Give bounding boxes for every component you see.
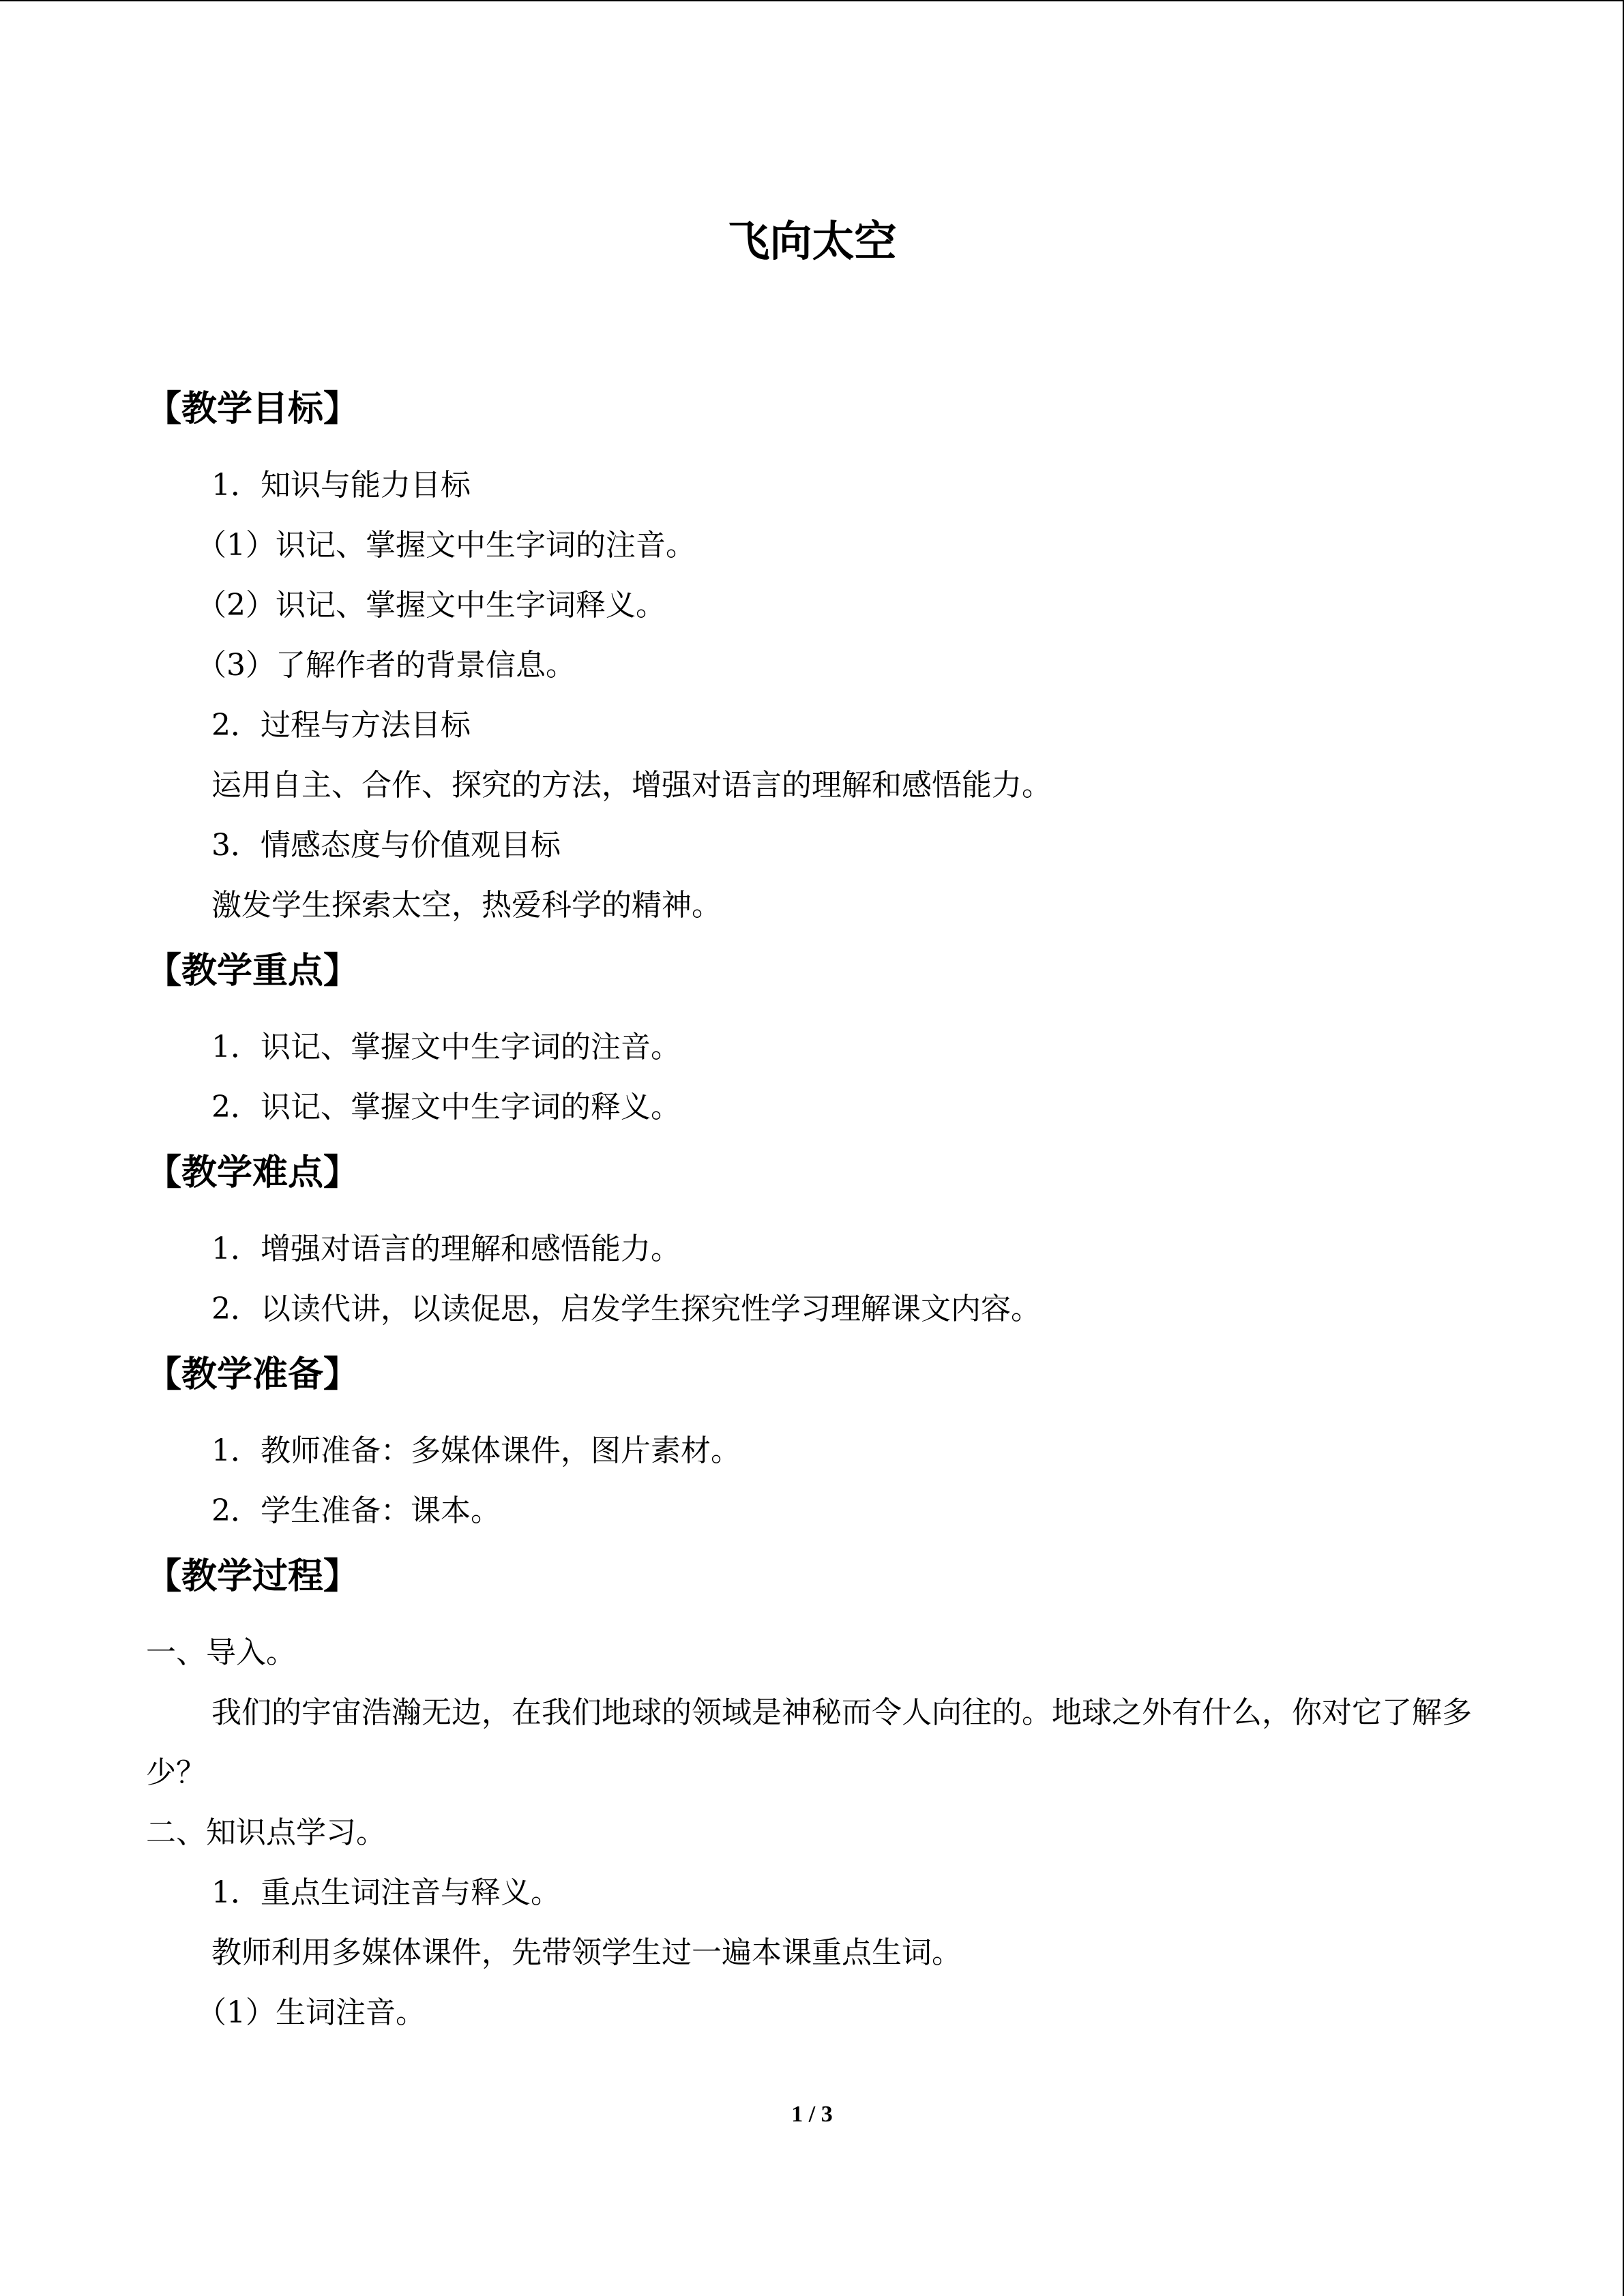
document-body [146,383,1476,2043]
preparation-line: 2．学生准备：课本。 [211,1493,501,1528]
process-line: 1．重点生词注音与释义。 [211,1875,561,1910]
difficulty-line: 2．以读代讲，以读促思，启发学生探究性学习理解课文内容。 [211,1292,1041,1326]
objective-line: 1．知识与能力目标 [211,468,471,503]
process-line: 二、知识点学习。 [146,1815,386,1850]
objective-line: 3．情感态度与价值观目标 [211,828,561,863]
objective-line: 激发学生探索太空，热爱科学的精神。 [211,888,722,923]
objective-line: （2）识记、掌握文中生字词释义。 [196,588,666,623]
process-paragraph: 我们的宇宙浩瀚无边，在我们地球的领域是神秘而令人向往的。地球之外有什么，你对它了解多少？ [146,1695,1472,1790]
section-heading-objectives: 【教学目标】 [146,389,359,430]
section-heading-process: 【教学过程】 [146,1556,359,1597]
section-heading-preparation: 【教学准备】 [146,1354,359,1395]
process-line: （1）生词注音。 [196,1995,426,2030]
process-line: 教师利用多媒体课件，先带领学生过一遍本课重点生词。 [211,1935,962,1970]
page-number: 1 / 3 [791,2102,833,2127]
key-point-line: 2．识记、掌握文中生字词的释义。 [211,1090,681,1124]
objective-line: （3）了解作者的背景信息。 [196,648,576,683]
section-heading-key-points: 【教学重点】 [146,951,359,992]
key-point-line: 1．识记、掌握文中生字词的注音。 [211,1030,681,1064]
document-title: 飞向太空 [727,216,897,266]
objective-line: 运用自主、合作、探究的方法，增强对语言的理解和感悟能力。 [211,768,1052,803]
process-line: 一、导入。 [146,1635,296,1670]
difficulty-line: 1．增强对语言的理解和感悟能力。 [211,1232,681,1266]
objective-line: 2．过程与方法目标 [211,708,471,743]
preparation-line: 1．教师准备：多媒体课件，图片素材。 [211,1433,741,1468]
section-heading-difficulties: 【教学难点】 [146,1152,359,1193]
objective-line: （1）识记、掌握文中生字词的注音。 [196,528,696,563]
